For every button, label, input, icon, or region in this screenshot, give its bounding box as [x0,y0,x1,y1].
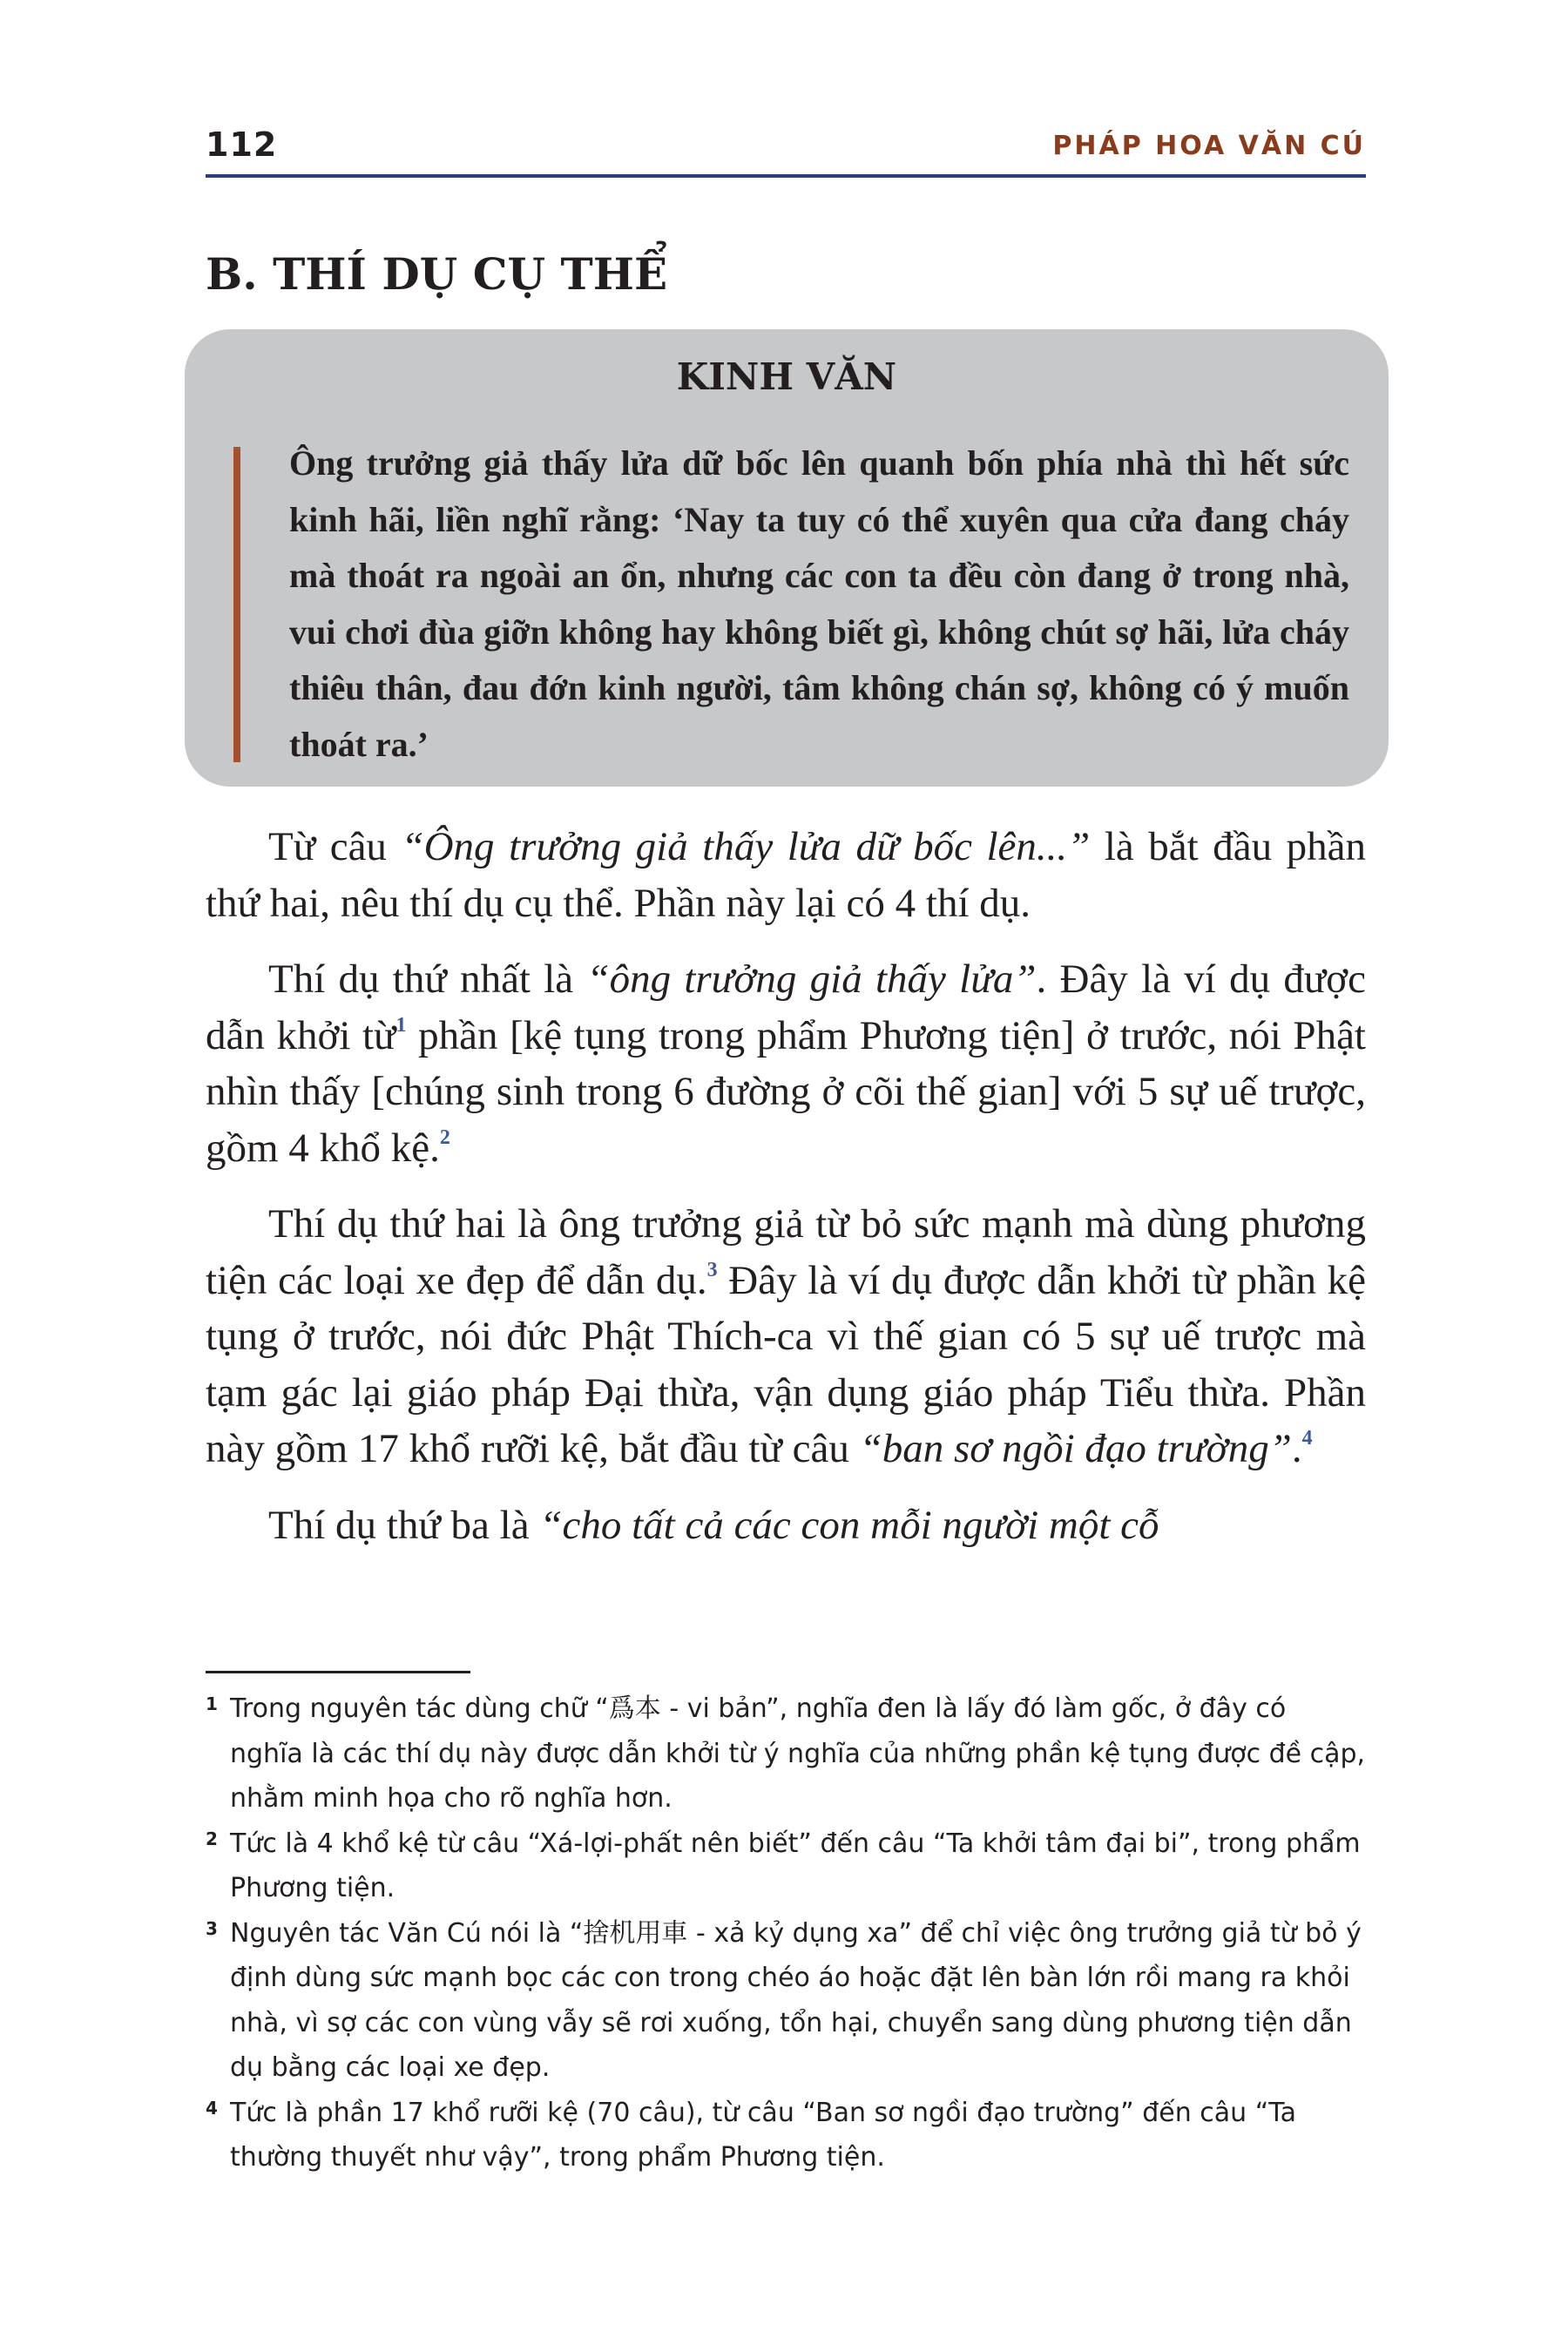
paragraph-1 [206,819,1366,931]
quote-run: “cho tất cả các con mỗi người một cỗ [539,1502,1159,1548]
text-run: Từ câu [268,824,402,869]
footnote-number: 3 [206,1917,218,1939]
scripture-heading: KINH VĂN [676,355,897,398]
footnote-number: 4 [206,2097,218,2119]
quote-run: “ông trưởng giả thấy lửa” [586,956,1037,1002]
footnote-ref-2[interactable]: 2 [439,1125,450,1149]
footnote-ref-3[interactable]: 3 [706,1258,718,1281]
footnote-ref-1[interactable]: 1 [395,1013,407,1037]
header-rule [206,174,1366,178]
footnote-rule [206,1671,470,1673]
text-run: là bắt đầu phần thứ hai, nêu thí dụ cụ thể. Phần này lại có 4 thí dụ. [206,824,1366,926]
text-run: Đây là ví dụ được dẫn khởi từ phần kệ tụng ở trước, nói đức Phật Thích-ca vì thế gian có 5 sự uế trược mà tạm gác lại giáo pháp Đại thừa, vận dụng giáo pháp Tiểu thừa. Phần này gồm 17 khổ rưỡi kệ, bắt đầu từ câu [206,1257,1366,1471]
paragraph-3 [206,1196,1366,1477]
text-run: Thí dụ thứ hai là ông trưởng giả từ bỏ sức mạnh mà dùng phương tiện các loại xe đẹp để dẫn dụ. [206,1201,1366,1303]
footnote-1 [206,1686,1366,1821]
footnote-2 [206,1821,1366,1911]
footnote-number: 2 [206,1828,218,1849]
body-text [206,819,1366,1573]
footnote-ref-4[interactable]: 4 [1301,1427,1313,1450]
footnote-text: Tức là phần 17 khổ rưỡi kệ (70 câu), từ câu “Ban sơ ngồi đạo trường” đến câu “Ta thường thuyết như vậy”, trong phẩm Phương tiện. [230,2097,1296,2173]
text-run: Thí dụ thứ nhất là [268,956,587,1002]
quote-run: “Ông trưởng giả thấy lửa dữ bốc lên...” [401,824,1091,869]
footnote-text: Trong nguyên tác dùng chữ “爲本 - vi bản”, nghĩa đen là lấy đó làm gốc, ở đây có nghĩa là các thí dụ này được dẫn khởi từ ý nghĩa của những phần kệ tụng được đề cập, nhằm minh họa cho rõ nghĩa hơn. [230,1693,1366,1814]
paragraph-2 [206,951,1366,1176]
scripture-box [185,329,1389,787]
quote-run: “ban sơ ngồi đạo trường” [859,1426,1292,1471]
paragraph-4 [206,1497,1366,1554]
footnote-text: Tức là 4 khổ kệ từ câu “Xá-lợi-phất nên biết” đến câu “Ta khởi tâm đại bi”, trong phẩm Phương tiện. [230,1828,1361,1903]
scripture-text: Ông trưởng giả thấy lửa dữ bốc lên quanh bốn phía nhà thì hết sức kinh hãi, liền nghĩ rằng: ‘Nay ta tuy có thể xuyên qua cửa đang cháy mà thoát ra ngoài an ổn, nhưng các con ta đều còn đang ở trong nhà, vui chơi đùa giỡn không hay không biết gì, không chút sợ hãi, lửa cháy thiêu thân, đau đớn kinh người, tâm không chán sợ, không có ý muốn thoát ra.’ [289,443,1349,764]
text-run: Thí dụ thứ ba là [268,1502,540,1548]
section-heading: B. THÍ DỤ CỤ THỂ [206,248,668,300]
text-run: . Đây là ví dụ được dẫn khởi từ [206,956,1367,1058]
footnote-3 [206,1911,1366,2091]
text-run: phần [kệ tụng trong phẩm Phương tiện] ở trước, nói Phật nhìn thấy [chúng sinh trong 6 đường ở cõi thế gian] với 5 sự uế trược, gồm 4 khổ kệ. [206,1012,1366,1171]
footnote-text: Nguyên tác Văn Cú nói là “捨机用車 - xả kỷ dụng xa” để chỉ việc ông trưởng giả từ bỏ ý định dùng sức mạnh bọc các con trong chéo áo hoặc đặt lên bàn lớn rồi mang ra khỏi nhà, vì sợ các con vùng vẫy sẽ rơi xuống, tổn hại, chuyển sang dùng phương tiện dẫn dụ bằng các loại xe đẹp. [230,1917,1362,2083]
page-number: 112 [206,125,278,164]
footnote-number: 1 [206,1693,218,1714]
running-header-title: PHÁP HOA VĂN CÚ [1052,131,1366,161]
scripture-accent-bar [233,447,240,762]
footnotes [206,1686,1366,2180]
footnote-4 [206,2091,1366,2180]
text-run: . [1291,1426,1302,1471]
